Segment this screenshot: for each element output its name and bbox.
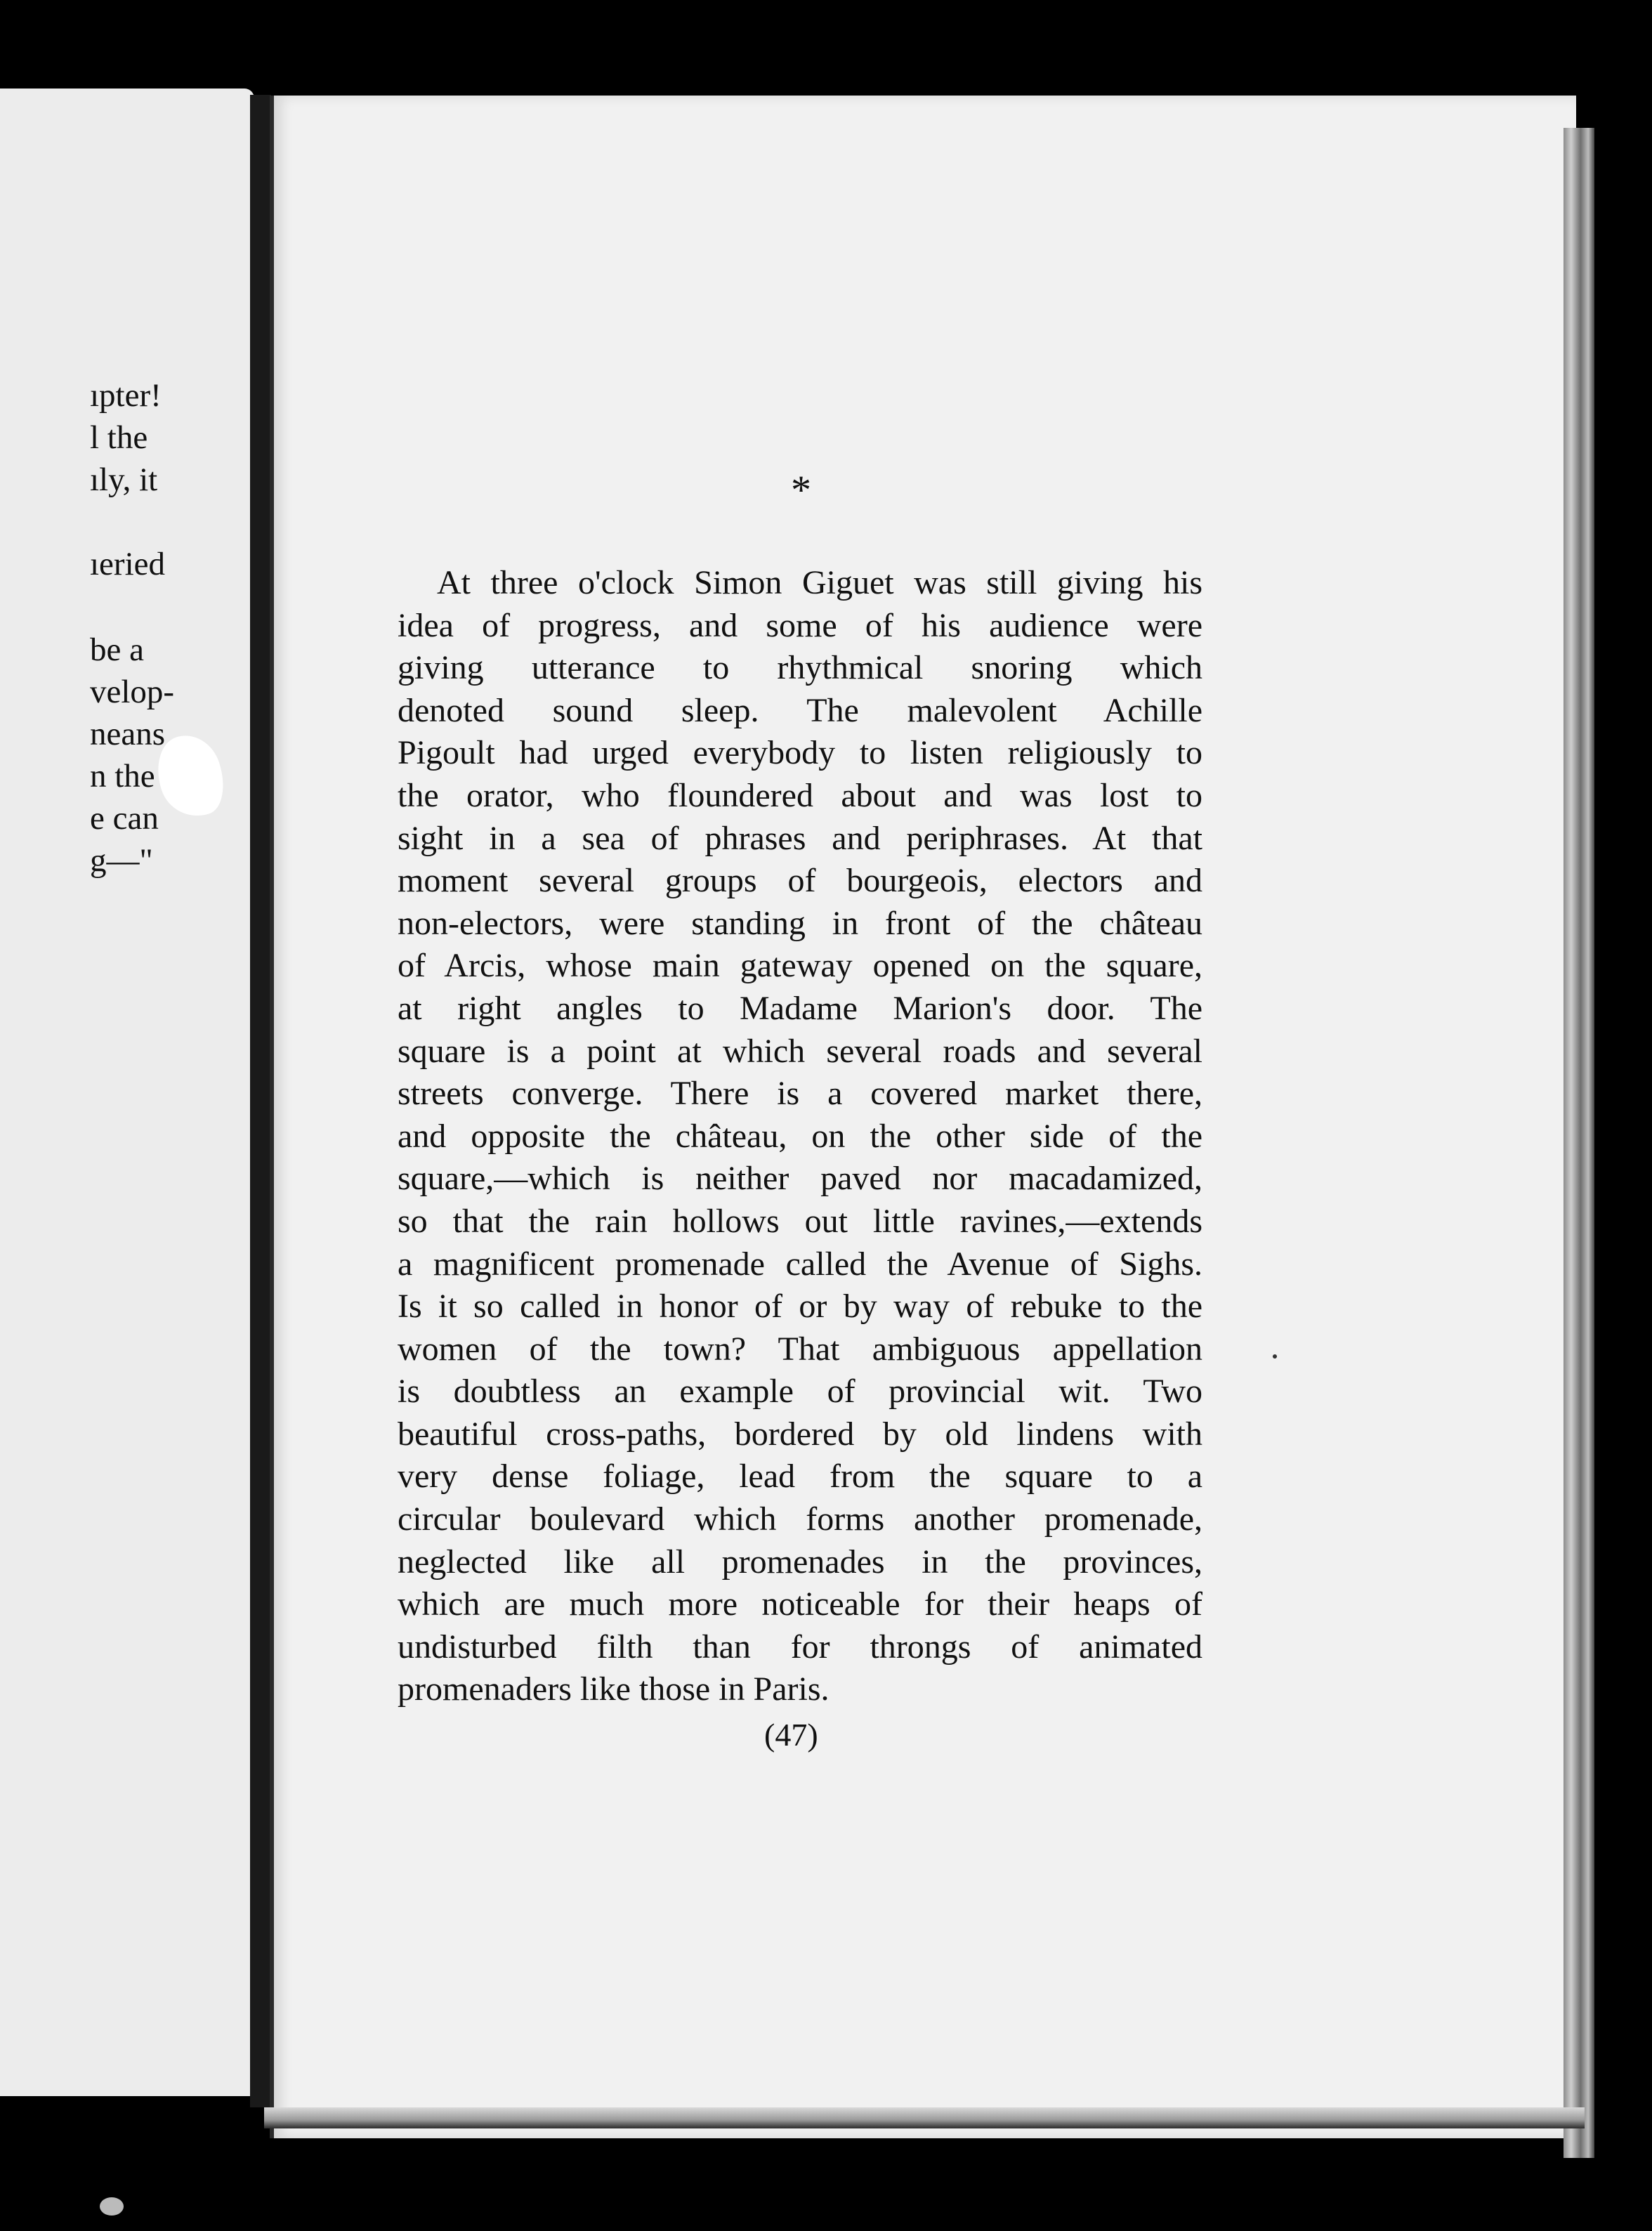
- left-page-line: ıly, it: [90, 462, 158, 498]
- book-gutter: [250, 95, 271, 2107]
- text-line: moment several groups of bourgeois, electors and: [398, 862, 1202, 900]
- page-stack-edge: [1563, 128, 1594, 2158]
- left-page-line: n the: [90, 758, 155, 794]
- text-line: women of the town? That ambiguous appellation: [398, 1330, 1202, 1368]
- left-page-line: e can: [90, 800, 159, 837]
- text-line: circular boulevard which forms another promenade,: [398, 1500, 1202, 1538]
- text-line: idea of progress, and some of his audience were: [398, 606, 1202, 644]
- ink-speck: [1273, 1354, 1277, 1359]
- text-line: neglected like all promenades in the provinces,: [398, 1543, 1202, 1581]
- text-line: so that the rain hollows out little ravines,—extends: [398, 1202, 1202, 1240]
- text-line: promenaders like those in Paris.: [398, 1670, 830, 1708]
- left-page-line: ıeried: [90, 546, 165, 582]
- text-line: of Arcis, whose main gateway opened on the square,: [398, 947, 1202, 985]
- left-page-line: be a: [90, 632, 144, 668]
- text-line: square is a point at which several roads and several: [398, 1032, 1202, 1070]
- text-line: denoted sound sleep. The malevolent Achille: [398, 691, 1202, 729]
- text-line: which are much more noticeable for their heaps of: [398, 1585, 1202, 1623]
- text-line: non-electors, were standing in front of the château: [398, 904, 1202, 942]
- text-line: Pigoult had urged everybody to listen religiously to: [398, 734, 1202, 772]
- text-line: is doubtless an example of provincial wit. Two: [398, 1373, 1202, 1411]
- text-line: a magnificent promenade called the Avenue of Sighs.: [398, 1245, 1202, 1283]
- text-line: the orator, who floundered about and was lost to: [398, 776, 1202, 814]
- left-page-line: l the: [90, 419, 148, 456]
- text-line: sight in a sea of phrases and periphrases. At that: [398, 819, 1202, 857]
- left-page-line: velop-: [90, 674, 175, 710]
- text-line: at right angles to Madame Marion's door. The: [398, 989, 1202, 1027]
- page-number: (47): [764, 1717, 818, 1753]
- text-line: giving utterance to rhythmical snoring which: [398, 649, 1202, 687]
- previous-page-fragment: [0, 89, 254, 2096]
- dust-speck: [100, 2197, 124, 2216]
- text-line: beautiful cross-paths, bordered by old lindens with: [398, 1415, 1202, 1453]
- section-ornament: *: [791, 467, 811, 513]
- left-page-line: ıpter!: [90, 377, 162, 414]
- text-line: and opposite the château, on the other side of the: [398, 1117, 1202, 1155]
- text-line: undisturbed filth than for throngs of animated: [398, 1628, 1202, 1666]
- left-page-line: g—": [90, 842, 153, 879]
- page-bottom-edge: [264, 2107, 1585, 2128]
- text-line: Is it so called in honor of or by way of rebuke to the: [398, 1288, 1202, 1326]
- body-text: [398, 562, 1202, 1711]
- text-line: streets converge. There is a covered market there,: [398, 1075, 1202, 1113]
- left-page-line: neans: [90, 716, 166, 752]
- text-line: square,—which is neither paved nor macadamized,: [398, 1160, 1202, 1198]
- text-line: very dense foliage, lead from the square to a: [398, 1458, 1202, 1496]
- text-line: At three o'clock Simon Giguet was still giving his: [437, 564, 1202, 601]
